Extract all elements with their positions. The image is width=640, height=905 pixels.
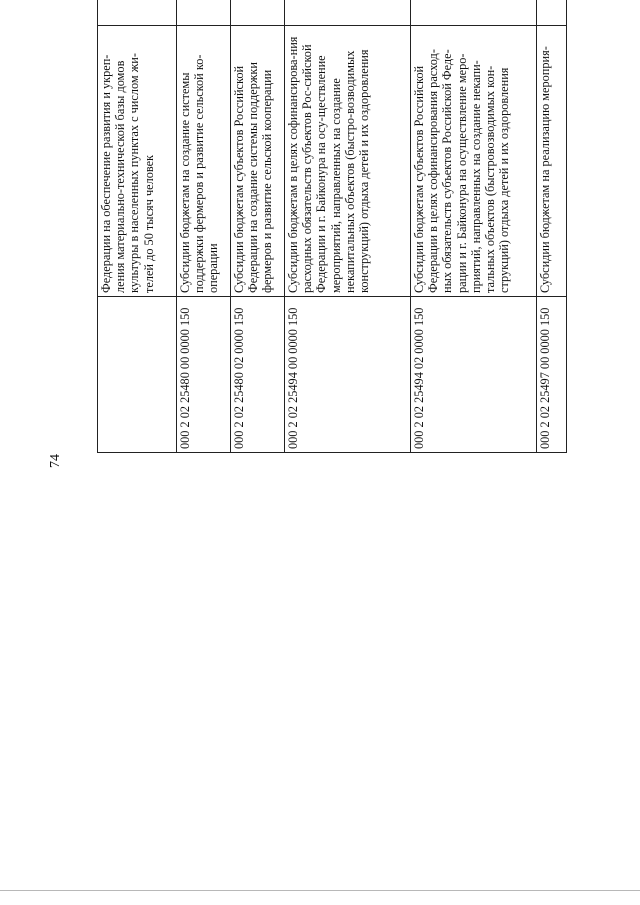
table-row bbox=[537, 0, 567, 453]
cell-code: 000 2 02 25494 02 0000 150 bbox=[411, 297, 537, 453]
cell-value-1 bbox=[411, 0, 537, 26]
table-row bbox=[411, 0, 537, 453]
cell-code: 000 2 02 25494 00 0000 150 bbox=[285, 297, 411, 453]
cell-name: Федерации на обеспечение развития и укреп-ления материально-технической базы домов культуры в населенных пунктах с числом жи-телей до 50 тысяч человек bbox=[98, 26, 177, 297]
cell-value-1 bbox=[537, 0, 567, 26]
cell-value-1 bbox=[98, 0, 177, 26]
cell-code bbox=[98, 297, 177, 453]
cell-name: Субсидии бюджетам в целях софинансирова-ния расходных обязательств субъектов Рос-сийской Федерации и г. Байконура на осу-ществление мероприятий, направленных на создание некапитальных объектов (быстро-возводимых конструкций) отдыха детей и их оздоровления bbox=[285, 26, 411, 297]
table-row bbox=[231, 0, 285, 453]
cell-name: Субсидии бюджетам субъектов Российской Федерации на создание системы поддержки фермеров и развитие сельской кооперации bbox=[231, 26, 285, 297]
cell-value-1 bbox=[285, 0, 411, 26]
budget-table-container bbox=[97, 0, 566, 453]
cell-code: 000 2 02 25480 00 0000 150 bbox=[177, 297, 231, 453]
table-row bbox=[285, 0, 411, 453]
cell-value-1 bbox=[177, 0, 231, 26]
cell-code: 000 2 02 25480 02 0000 150 bbox=[231, 297, 285, 453]
table-row bbox=[98, 0, 177, 453]
budget-table bbox=[97, 0, 567, 453]
page-number: 74 bbox=[48, 454, 63, 468]
table-row bbox=[177, 0, 231, 453]
cell-value-1 bbox=[231, 0, 285, 26]
bottom-divider bbox=[0, 890, 640, 891]
cell-name: Субсидии бюджетам субъектов Российской Федерации в целях софинансирования расход-ных обязательств субъектов Российской Феде-рации и г. Байконура на осуществление меро-приятий, направленных на создание некапи-тальных объектов (быстровозводимых кон-струкций) отдыха детей и их оздоровления bbox=[411, 26, 537, 297]
cell-name: Субсидии бюджетам на реализацию мероприя- bbox=[537, 26, 567, 297]
cell-code: 000 2 02 25497 00 0000 150 bbox=[537, 297, 567, 453]
cell-name: Субсидии бюджетам на создание системы поддержки фермеров и развитие сельской ко-операции bbox=[177, 26, 231, 297]
